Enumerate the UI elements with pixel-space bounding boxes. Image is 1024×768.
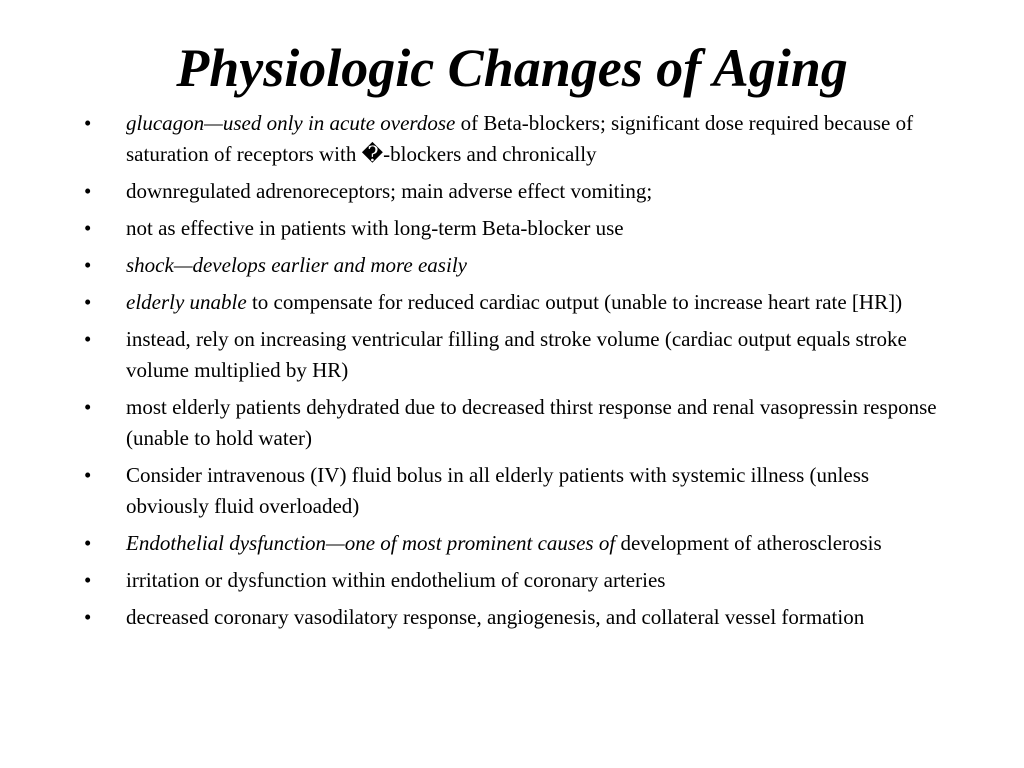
bullet-emphasis: Endothelial dysfunction—one of most prominent causes of: [126, 531, 616, 555]
bullet-item: [84, 213, 944, 244]
bullet-item: [84, 528, 944, 559]
bullet-item: [84, 324, 944, 386]
bullet-dot: •: [84, 216, 92, 240]
bullet-item: [84, 392, 944, 454]
bullet-item: [84, 108, 944, 170]
bullet-dot: •: [84, 290, 92, 314]
bullet-text: of Beta-blockers; significant dose required because of saturation of receptors with �-blockers and chronically: [126, 111, 914, 166]
bullet-text: irritation or dysfunction within endothelium of coronary arteries: [126, 568, 666, 592]
bullet-item: [84, 565, 944, 596]
bullet-text: decreased coronary vasodilatory response, angiogenesis, and collateral vessel formation: [126, 605, 865, 629]
bullet-emphasis: glucagon—used only in acute overdose: [126, 111, 456, 135]
bullet-item: [84, 287, 944, 318]
bullet-text: instead, rely on increasing ventricular filling and stroke volume (cardiac output equals stroke volume multiplied by HR): [126, 327, 907, 382]
bullet-dot: •: [84, 327, 92, 351]
bullet-item: [84, 602, 944, 633]
bullet-dot: •: [84, 568, 92, 592]
bullet-list: [84, 108, 944, 639]
bullet-text: to compensate for reduced cardiac output (unable to increase heart rate [HR]): [246, 290, 903, 314]
bullet-dot: •: [84, 111, 92, 135]
bullet-emphasis: elderly unable: [126, 290, 247, 314]
bullet-dot: •: [84, 253, 92, 277]
slide-title: Physiologic Changes of Aging: [176, 38, 848, 98]
bullet-dot: •: [84, 605, 92, 629]
bullet-dot: •: [84, 179, 92, 203]
bullet-emphasis: shock—develops earlier and more easily: [126, 253, 467, 277]
bullet-item: [84, 460, 944, 522]
bullet-dot: •: [84, 531, 92, 555]
bullet-text: Consider intravenous (IV) fluid bolus in all elderly patients with systemic illness (unless obviously fluid overloaded): [126, 463, 870, 518]
bullet-dot: •: [84, 395, 92, 419]
bullet-text: development of atherosclerosis: [615, 531, 882, 555]
bullet-text: not as effective in patients with long-term Beta-blocker use: [126, 216, 624, 240]
bullet-text: most elderly patients dehydrated due to decreased thirst response and renal vasopressin response (unable to hold water): [126, 395, 937, 450]
bullet-text: downregulated adrenoreceptors; main adverse effect vomiting;: [126, 179, 653, 203]
bullet-dot: •: [84, 463, 92, 487]
bullet-item: [84, 176, 944, 207]
bullet-item: [84, 250, 944, 281]
